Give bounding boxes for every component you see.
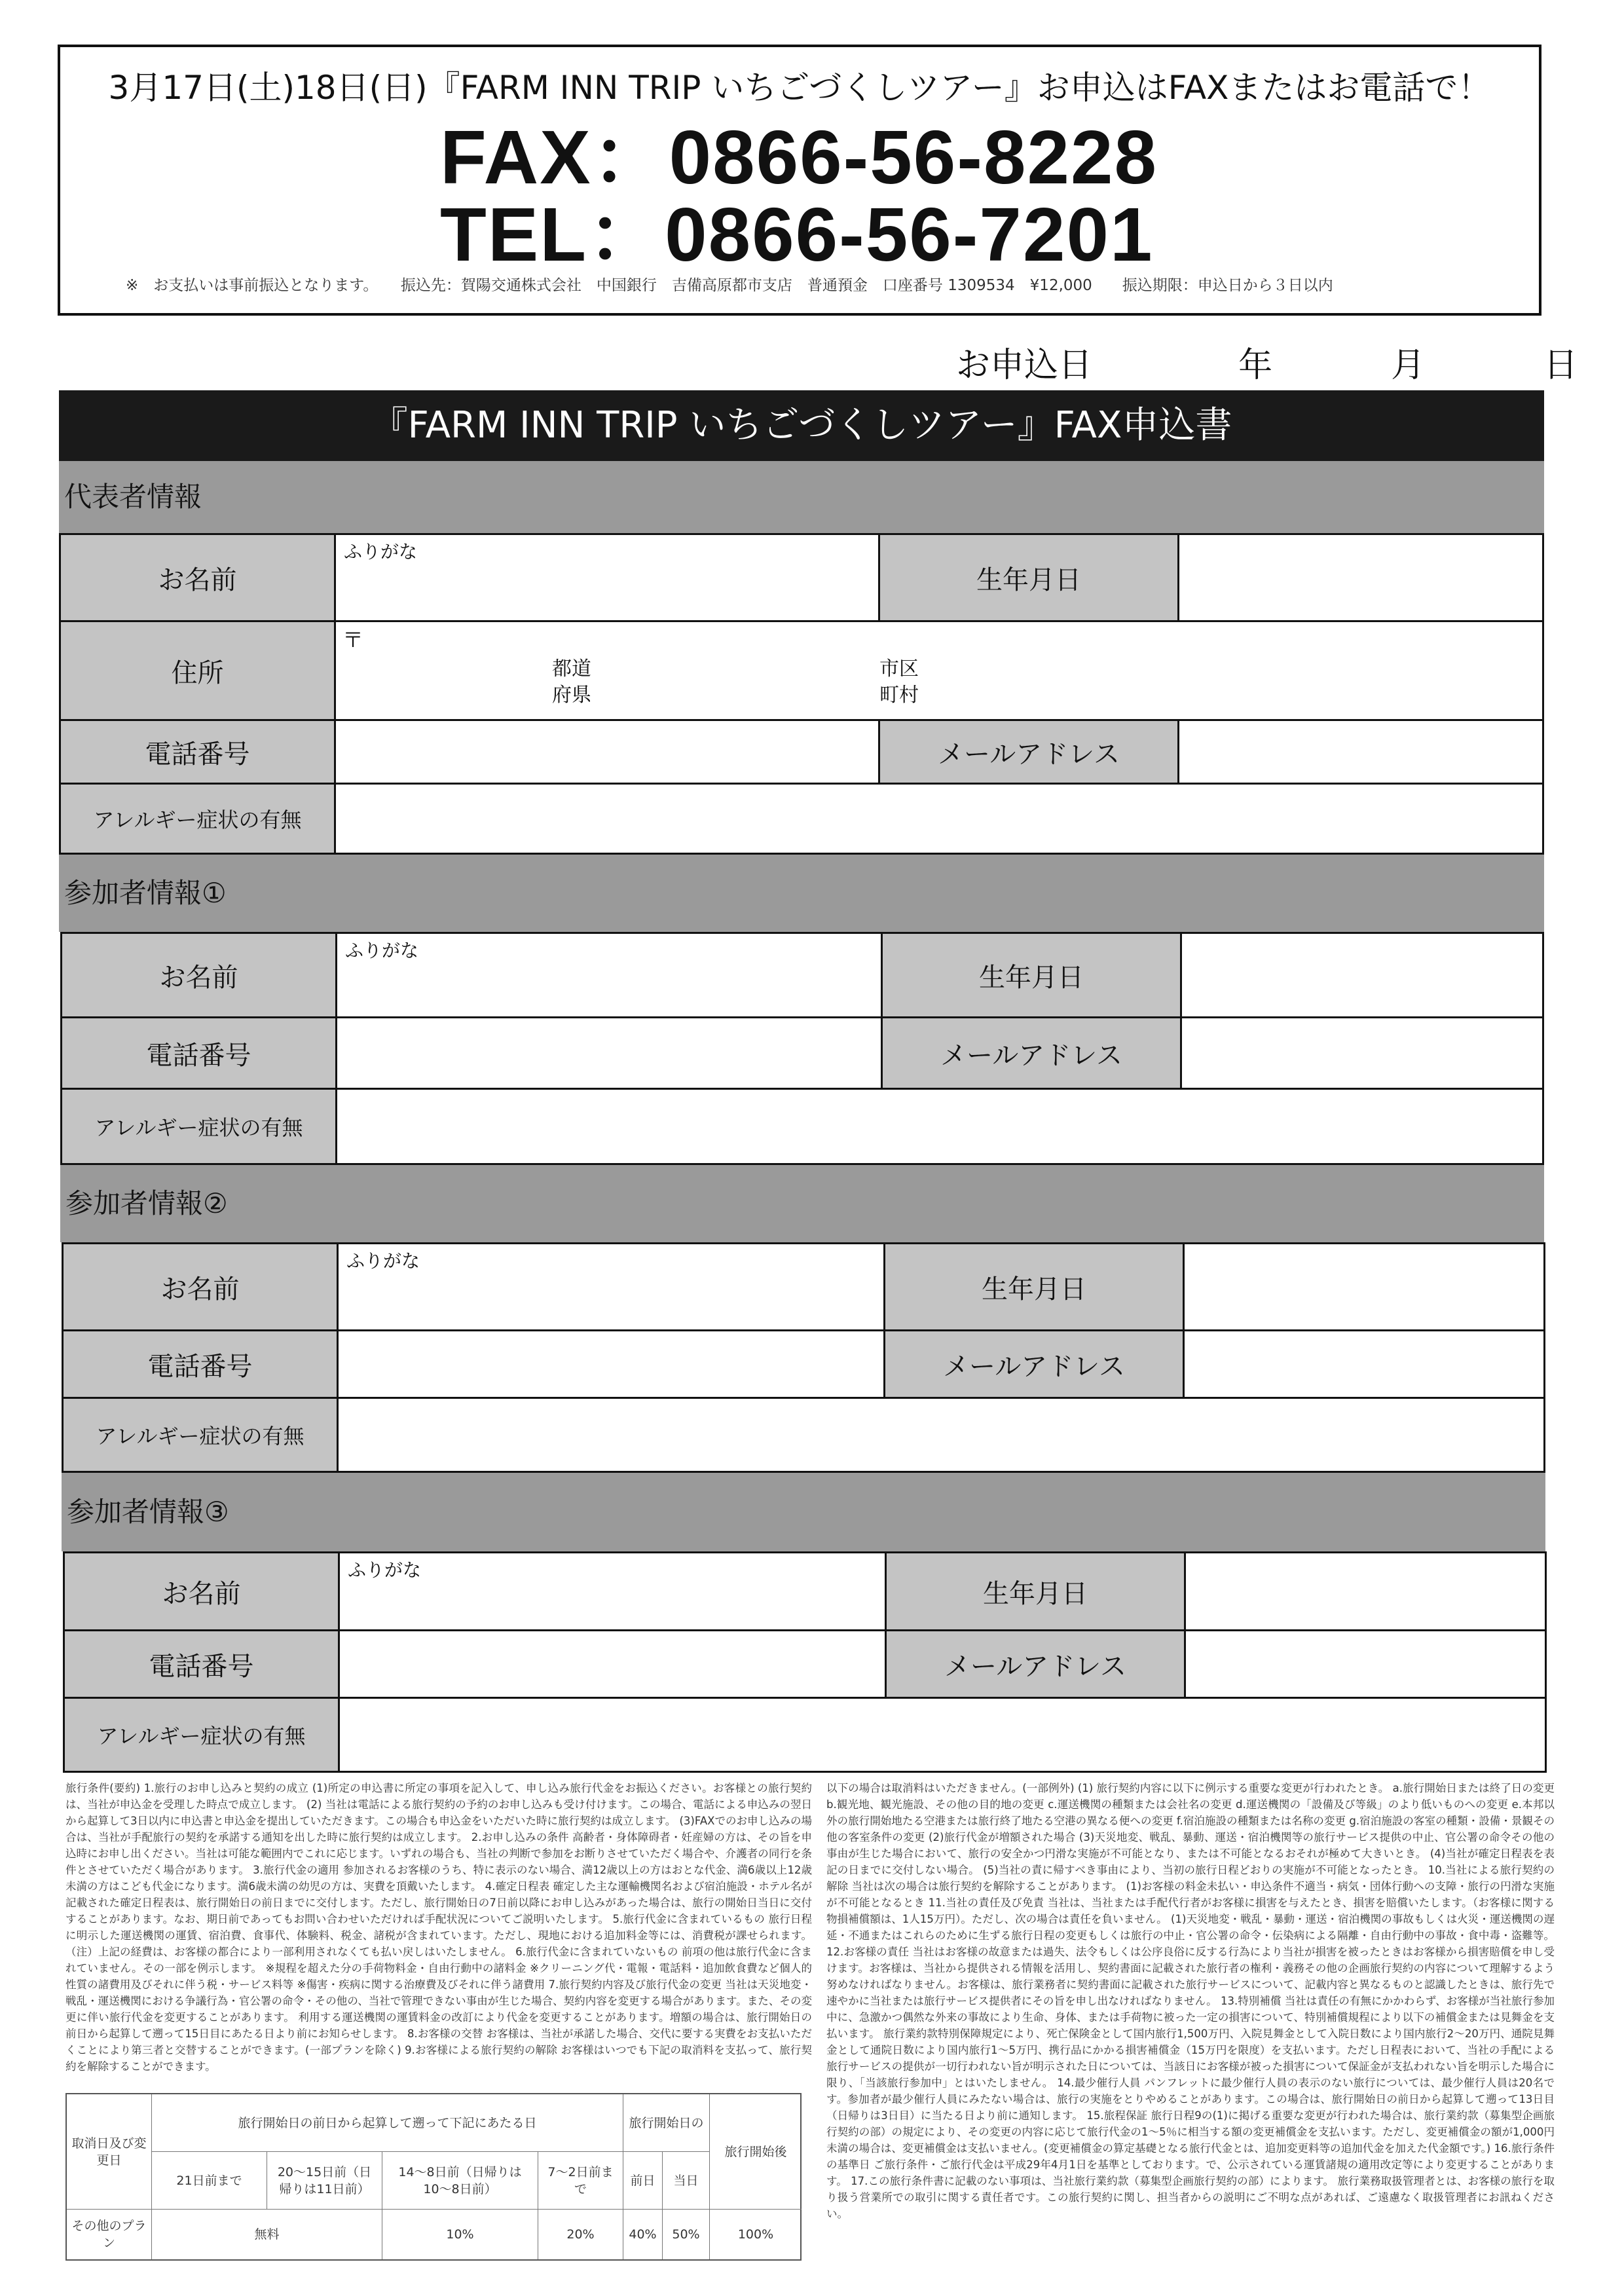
year-label: 年	[1238, 346, 1273, 385]
city-label-1: 市区	[879, 657, 919, 680]
tel-number: 0866-56-7201	[665, 192, 1154, 277]
p3-name-label: お名前	[65, 1553, 340, 1629]
p1-birthdate-field[interactable]	[1182, 934, 1542, 1016]
cancellation-fee-table	[65, 2093, 802, 2261]
table-cell: 40%	[623, 2210, 663, 2259]
application-date	[956, 337, 1578, 386]
form-title: 『FARM INN TRIP いちごづくしツアー』FAX申込書	[59, 390, 1544, 461]
p2-birthdate-field[interactable]	[1185, 1244, 1543, 1329]
rep-allergy-label: アレルギー症状の有無	[61, 785, 336, 853]
rep-address-field[interactable]	[336, 622, 1542, 719]
furigana-label: ふりがな	[345, 940, 419, 961]
p2-allergy-row	[62, 1397, 1545, 1473]
table-header-left: 取消日及び変更日	[67, 2094, 152, 2210]
prefecture-label-1: 都道	[552, 657, 591, 680]
p2-email-label: メールアドレス	[883, 1331, 1185, 1397]
application-date-label: お申込日	[956, 346, 1093, 385]
month-label: 月	[1391, 346, 1426, 385]
furigana-label: ふりがな	[344, 541, 418, 563]
header-title: 3月17日(土)18日(日)『FARM INN TRIP いちごづくしツアー』お申込はFAXまたはお電話で！	[108, 69, 1491, 107]
postal-mark: 〒	[342, 627, 364, 652]
table-col-header: 7〜2日前まで	[538, 2152, 623, 2210]
rep-phone-field[interactable]	[336, 721, 878, 783]
rep-phone-row	[59, 719, 1544, 785]
p3-email-field[interactable]	[1186, 1631, 1545, 1697]
section-participant-2: 参加者情報②	[60, 1165, 1544, 1242]
rep-name-label: お名前	[61, 535, 336, 620]
city-label-2: 町村	[879, 684, 919, 707]
table-col-header: 前日	[623, 2152, 663, 2210]
p3-birthdate-field[interactable]	[1186, 1553, 1545, 1629]
p2-phone-field[interactable]	[339, 1331, 883, 1397]
p1-phone-row	[60, 1016, 1544, 1090]
section-representative: 代表者情報	[59, 461, 1544, 533]
p2-allergy-field[interactable]	[339, 1399, 1543, 1471]
p1-name-row	[60, 932, 1544, 1018]
rep-name-row	[59, 533, 1544, 622]
rep-birthdate-label: 生年月日	[878, 535, 1179, 620]
p1-name-label: お名前	[62, 934, 337, 1016]
p2-name-field[interactable]	[339, 1244, 883, 1329]
section-participant-3: 参加者情報③	[62, 1473, 1545, 1551]
p3-name-field[interactable]	[340, 1553, 885, 1629]
p1-allergy-row	[60, 1088, 1544, 1165]
rep-phone-label: 電話番号	[61, 721, 336, 783]
p3-email-label: メールアドレス	[885, 1631, 1186, 1697]
table-col-header: 14〜8日前（日帰りは10〜8日前）	[382, 2152, 538, 2210]
fax-number: 0866-56-8228	[669, 115, 1158, 200]
table-header-after: 旅行開始後	[710, 2094, 802, 2210]
p2-allergy-label: アレルギー症状の有無	[64, 1399, 339, 1471]
day-label: 日	[1543, 346, 1578, 385]
tel-number-line	[440, 192, 1154, 277]
p2-email-field[interactable]	[1185, 1331, 1543, 1397]
rep-email-field[interactable]	[1179, 721, 1542, 783]
p3-birthdate-label: 生年月日	[885, 1553, 1186, 1629]
table-header-start: 旅行開始日の	[623, 2094, 710, 2152]
p3-phone-label: 電話番号	[65, 1631, 340, 1697]
fax-label: FAX：	[440, 115, 669, 200]
p3-allergy-row	[63, 1697, 1547, 1773]
p1-allergy-label: アレルギー症状の有無	[62, 1090, 337, 1163]
prefecture-label-2: 府県	[552, 684, 591, 707]
table-cell: 20%	[538, 2210, 623, 2259]
tel-label: TEL：	[440, 192, 665, 277]
p3-phone-row	[63, 1629, 1547, 1699]
rep-email-label: メールアドレス	[878, 721, 1179, 783]
table-col-header: 当日	[663, 2152, 710, 2210]
table-cell: 50%	[663, 2210, 710, 2259]
rep-address-row	[59, 620, 1544, 721]
p1-name-field[interactable]	[337, 934, 881, 1016]
p3-name-row	[63, 1551, 1547, 1631]
table-cell: 10%	[382, 2210, 538, 2259]
p1-birthdate-label: 生年月日	[881, 934, 1182, 1016]
rep-allergy-field[interactable]	[336, 785, 1542, 853]
p3-allergy-label: アレルギー症状の有無	[65, 1699, 340, 1771]
p2-phone-row	[62, 1329, 1545, 1399]
rep-birthdate-field[interactable]	[1179, 535, 1542, 620]
table-row-label: その他のプラン	[67, 2210, 152, 2259]
fax-number-line	[440, 115, 1158, 200]
p2-phone-label: 電話番号	[64, 1331, 339, 1397]
p3-phone-field[interactable]	[340, 1631, 885, 1697]
p1-email-field[interactable]	[1182, 1018, 1542, 1088]
table-cell: 無料	[152, 2210, 382, 2259]
p1-allergy-field[interactable]	[337, 1090, 1542, 1163]
furigana-label: ふりがな	[348, 1559, 422, 1581]
payment-note: ※ お支払いは事前振込となります。 振込先：賀陽交通株式会社 中国銀行 吉備高原都市支店 普通預金 口座番号 1309534 ¥12,000 振込期限：申込日から３日以内	[126, 277, 1333, 294]
furigana-label: ふりがな	[346, 1250, 420, 1272]
p2-name-row	[62, 1242, 1545, 1331]
section-participant-1: 参加者情報①	[59, 855, 1544, 932]
terms-left-text: 旅行条件(要約) 1.旅行のお申し込みと契約の成立 (1)所定の申込書に所定の事項を記入して、申し込み旅行代金をお振込ください。お客様との旅行契約は、当社が申込金を受理した時点で成立します。 (2) 当社は電話による旅行契約の予約のお申し込みも受け付けます。この場合、電話による申込みの翌日から起算して3日以内に申込書と申込金を提出していただきます。この場合も申込金をいただいた時に旅行契約は成立します。 (3)FAXでのお申し込みの場合は、当社が手配旅行の契約を承諾する通知を出した時に旅行契約は成立します。 2.お申し込みの条件 高齢者・身体障碍者・妊産婦の方は、その旨を申込時にお申し出ください。当社は可能な範囲内でこれに応じます。いずれの場合も、当社の判断で参加をお断りさせていただく場合や、介護者の同行を条件とさせていただく場合があります。 3.旅行代金の適用 参加されるお客様のうち、特に表示のない場合、満12歳以上の方はおとな代金、満6歳以上12歳未満の方はこども代金になります。満6歳未満の幼児の方は、実費を頂戴いたします。 4.確定日程表 確定した主な運輸機関名および宿泊施設・ホテル名が記載された確定日程表は、旅行開始日の前日までに交付します。ただし、旅行開始日の7日前以降にお申し込みがあった場合は、旅行の開始日当日に交付することがあります。なお、期日前であってもお問い合わせいただければ手配状況についてご説明いたします。 5.旅行代金に含まれているもの 旅行日程に明示した運送機関の運賃、宿泊費、食事代、体験料、税金、諸税が含まれています。ただし、現地における追加料金等には、消費税が課せられます。（注）上記の経費は、お客様の都合により一部利用されなくても払い戻しはいたしません。 6.旅行代金に含まれていないもの 前項の他は旅行代金に含まれていません。その一部を例示します。 ※規程を超えた分の手荷物料金・自由行動中の諸料金 ※クリーニング代・電報・電話料・追加飲食費など個人的性質の諸費用及びそれに伴う税・サービス料等 ※傷害・疾病に関する治療費及びそれに伴う諸費用 7.旅行契約内容及び旅行代金の変更 当社は天災地変・戦乱・運送機関における争議行為・官公署の命令・その他の、当社で管理できない事由が生じた場合、契約内容を変更する場合があります。また、その変更に伴い旅行代金を変更することがあります。 利用する運送機関の運賃料金の改訂により代金を変更することがあります。増額の場合は、旅行開始日の前日から起算して遡って15日目にあたる日より前にお知らせします。 8.お客様の交替 お客様は、当社が承諾した場合、交代に要する実費をお支払いただくことにより第三者と交替することができます。(一部プランを除く) 9.お客様による旅行契約の解除 お客様はいつでも下記の取消料を支払って、旅行契約を解除することができます。	[65, 1782, 812, 2073]
p3-allergy-field[interactable]	[340, 1699, 1545, 1771]
p1-phone-field[interactable]	[337, 1018, 881, 1088]
terms-right-column	[826, 1780, 1555, 2222]
p1-phone-label: 電話番号	[62, 1018, 337, 1088]
table-cell: 100%	[737, 2227, 774, 2242]
rep-address-label: 住所	[61, 622, 336, 719]
rep-allergy-row	[59, 783, 1544, 855]
p1-email-label: メールアドレス	[881, 1018, 1182, 1088]
terms-right-text: 以下の場合は取消料はいただきません。(一部例外) (1) 旅行契約内容に以下に例示する重要な変更が行われたとき。 a.旅行開始日または終了日の変更 b.観光地、観光施設、その他の目的地の変更 c.運送機関の種類または会社名の変更 d.運送機関の「設備及び等級」のより低いものへの変更 e.本邦以外の旅行開始地たる空港または旅行終了地たる空港の異なる便への変更 f.宿泊施設の種類または名称の変更 g.宿泊施設の客室の種類・設備・景観その他の客室条件の変更 (2)旅行代金が増額された場合 (3)天災地変、戦乱、暴動、運送・宿泊機関等の旅行サービス提供の中止、官公署の命令その他の事由が生じた場合において、旅行の安全かつ円滑な実施が不可能となり、または不可能となるおそれが極めて大きいとき。 (4)当社が確定日程表を表記の日までに交付しない場合。 (5)当社の責に帰すべき事由により、当初の旅行日程どおりの実施が不可能となったとき。 10.当社による旅行契約の解除 当社は次の場合は旅行契約を解除することがあります。 (1)お客様の料金未払い・申込条件不適当・病気・団体行動への支障・旅行の円滑な実施が不可能となるとき 11.当社の責任及び免責 当社は、当社または手配代行者がお客様に損害を与えたとき、損害を賠償いたします。（お客様に関する物損補償額は、1人15万円）。ただし、次の場合は責任を負いません。 (1)天災地変・戦乱・暴動・運送・宿泊機関の事故もしくは火災・運送機関の遅延・不通またはこれらのために生ずる旅行日程の変更もしくは旅行の中止・官公署の命令・伝染病による隔離・自由行動中の事故・食中毒・盗難等。 12.お客様の責任 当社はお客様の故意または過失、法令もしくは公序良俗に反する行為により当社が損害を被ったときはお客様から損害賠償を申し受けます。お客様は、当社から提供される情報を活用し、契約書面に記載された旅行者の権利・義務その他の企画旅行契約の内容について理解するよう努めなければなりません。お客様は、旅行業務者に契約書面に記載された旅行サービスについて、記載内容と異なるものと認識したときは、旅行先で速やかに当社または旅行サービス提供者にその旨を申し出なければなりません。 13.特別補償 当社は責任の有無にかかわらず、お客様が当社旅行参加中に、急激かつ偶然な外来の事故により生命、身体、または手荷物に被った一定の損害について、特別補償規程により以下の補償金または見舞金を支払います。 旅行業約款特別保障規定により、死亡保険金として国内旅行1,500万円、入院見舞金として入院日数により国内旅行2〜20万円、通院見舞金として通院日数により国内旅行1〜5万円、携行品にかかる損害補償金（15万円を限度）を支払います。ただし日程表において、当社の手配による旅行サービスの提供が一切行われない旨が明示された日については、当該日にお客様が被った損害について保証金が支払われない旨を明示した場合に限り、「当該旅行参加中」とはいたしません。 14.最少催行人員 パンフレットに最少催行人員の表示のない旅行については、最少催行人員は20名です。参加者が最少催行人員にみたない場合は、旅行の実施をとりやめることがあります。この場合は、旅行開始日の前日から起算して遡って13日目（日帰りは3日目）に当たる日より前に通知します。 15.旅程保証 旅行日程9の(1)に掲げる重要な変更が行われた場合は、旅行業約款（募集型企画旅行契約の部）の規定により、その変更の内容に応じて旅行代金の1〜5％に相当する額の変更補償金を支払います。ただし、変更補償金の額が1,000円未満の場合は、変更補償金は支払いません。(変更補償金の算定基礎となる旅行代金とは、追加変更料等の追加代金を加えた代金額です。) 16.旅行条件の基準日 ご旅行条件・ご旅行代金は平成29年4月1日を基準としております。で、公示されている運賃諸規の適用改定等により変更することがあります。 17.この旅行条件書に記載のない事項は、当社旅行業約款（募集型企画旅行契約の部）によります。 旅行業務取扱管理者とは、お客様の旅行を取り扱う営業所での取引に関する責任者です。この旅行契約に関し、担当者からの説明にご不明な点があれば、ご遠慮なく取扱管理者にお訊ねください。	[826, 1782, 1555, 2220]
table-header-span: 旅行開始日の前日から起算して遡って下記にあたる日	[152, 2094, 623, 2152]
terms-left-column	[65, 1780, 812, 2075]
rep-name-field[interactable]	[336, 535, 878, 620]
table-col-header: 20〜15日前（日帰りは11日前）	[267, 2152, 382, 2210]
p2-birthdate-label: 生年月日	[883, 1244, 1185, 1329]
table-col-header: 21日前まで	[152, 2152, 267, 2210]
p2-name-label: お名前	[64, 1244, 339, 1329]
contact-header-box	[58, 45, 1541, 316]
